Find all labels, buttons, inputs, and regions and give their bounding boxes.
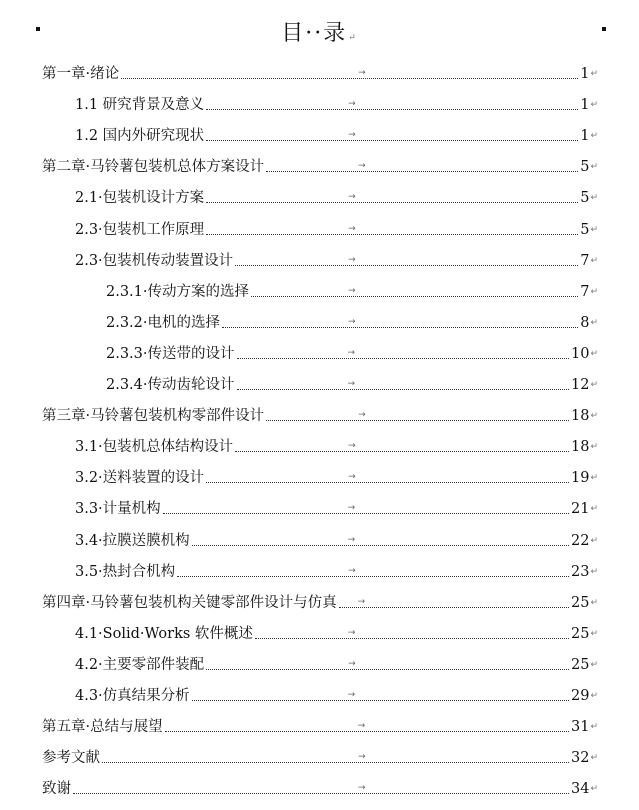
tab-arrow-icon: →	[347, 347, 356, 358]
toc-entry[interactable]	[75, 114, 598, 145]
toc-entry-label: 1.2 国内外研究现状	[75, 128, 205, 145]
dot-leader	[163, 503, 569, 514]
toc-entry[interactable]	[42, 394, 598, 425]
toc-entry-page: 5	[580, 159, 590, 176]
page-title	[0, 16, 639, 47]
toc-entry-page: 21	[571, 501, 590, 518]
dot-leader	[237, 347, 569, 359]
dot-leader	[206, 472, 569, 483]
dot-leader	[206, 192, 578, 203]
toc-entry-label: 2.3.3·传送带的设计	[106, 345, 235, 362]
paragraph-mark-icon: ↵	[590, 442, 598, 453]
dot-leader	[206, 99, 578, 110]
toc-entry[interactable]	[75, 83, 598, 114]
tab-arrow-icon: →	[348, 285, 356, 296]
tab-arrow-icon: →	[348, 472, 356, 483]
toc-entry-page: 10	[571, 345, 590, 362]
toc-entry-label: 第一章·绪论	[42, 66, 120, 82]
toc-entry-page: 7	[580, 283, 590, 300]
dot-leader	[339, 596, 569, 608]
toc-entry[interactable]	[75, 425, 598, 456]
tab-arrow-icon: →	[348, 192, 356, 203]
toc-entry-page: 12	[571, 377, 590, 393]
dot-leader	[73, 783, 569, 794]
toc-entry-label: 第三章·马铃薯包装机构零部件设计	[42, 408, 265, 425]
tab-arrow-icon: →	[347, 503, 356, 514]
toc-entry[interactable]	[106, 363, 598, 394]
toc-entry[interactable]	[75, 550, 598, 581]
tab-arrow-icon: →	[348, 99, 356, 110]
toc-entry[interactable]	[75, 519, 598, 550]
toc-entry-page: 25	[571, 625, 590, 642]
toc-entry-label: 第五章·总结与展望	[42, 719, 163, 736]
toc-entry-page: 1	[580, 66, 590, 82]
toc-entry-label: 2.3.1·传动方案的选择	[106, 283, 250, 300]
toc-entry[interactable]	[106, 332, 598, 363]
dot-leader	[121, 68, 578, 79]
paragraph-mark-icon: ↵	[590, 504, 598, 515]
toc-entry[interactable]	[75, 487, 598, 518]
dot-leader	[251, 285, 578, 297]
toc-entry-label: 2.3·包装机工作原理	[75, 221, 205, 238]
toc-entry[interactable]	[42, 581, 598, 612]
paragraph-mark-icon: ↵	[590, 193, 598, 204]
tab-arrow-icon: →	[358, 752, 366, 763]
tab-arrow-icon: →	[347, 690, 356, 700]
dot-leader	[102, 752, 569, 763]
tab-arrow-icon: →	[347, 534, 356, 545]
dot-leader	[165, 721, 569, 732]
toc-entry[interactable]	[106, 270, 598, 301]
tab-arrow-icon: →	[357, 721, 366, 732]
tab-arrow-icon: →	[358, 161, 366, 172]
dot-leader	[266, 410, 569, 421]
toc-entry-label: 2.1·包装机设计方案	[75, 190, 205, 207]
toc-entry-label: 1.1 研究背景及意义	[75, 97, 205, 114]
toc-entry-page: 1	[580, 97, 590, 114]
toc-entry-page: 22	[571, 532, 590, 549]
toc-entry-label: 3.4·拉膜送膜机构	[75, 532, 190, 549]
toc-entry-page: 5	[580, 221, 590, 238]
dot-leader	[222, 316, 578, 328]
toc-entry[interactable]	[42, 767, 598, 798]
toc-entry-page: 34	[571, 781, 590, 798]
paragraph-mark-icon: ↵	[590, 597, 598, 608]
tab-arrow-icon: →	[348, 254, 356, 265]
tab-arrow-icon: →	[348, 316, 356, 327]
toc-entry-page: 8	[580, 314, 590, 331]
toc-entry-label: 参考文献	[42, 750, 100, 767]
paragraph-mark-icon: ↵	[590, 411, 598, 422]
tab-arrow-icon: →	[347, 379, 356, 389]
toc-entry-page: 1	[580, 128, 590, 145]
toc-entry-page: 18	[571, 439, 590, 456]
toc-entry[interactable]	[42, 145, 598, 176]
toc-entry-label: 3.2·送料装置的设计	[75, 470, 205, 487]
dot-leader	[206, 223, 578, 235]
toc-entry-label: 第二章·马铃薯包装机总体方案设计	[42, 159, 265, 176]
paragraph-mark-icon: ↵	[590, 473, 598, 484]
toc-entry-page: 25	[571, 656, 590, 673]
dot-leader	[255, 627, 569, 639]
paragraph-mark-icon: ↵	[590, 722, 598, 733]
dot-leader	[206, 658, 569, 670]
toc-entry[interactable]	[42, 736, 598, 767]
tab-arrow-icon: →	[357, 596, 366, 607]
toc-entry-label: 3.5·热封合机构	[75, 563, 176, 580]
toc-entry[interactable]	[75, 208, 598, 239]
toc-entry-page: 32	[571, 750, 590, 767]
tab-arrow-icon: →	[358, 68, 366, 78]
toc-entry-label: 4.3·仿真结果分析	[75, 688, 190, 704]
toc-entry[interactable]	[75, 176, 598, 207]
dot-leader	[192, 690, 569, 701]
dot-leader	[235, 441, 569, 452]
tab-arrow-icon: →	[348, 441, 356, 452]
tab-arrow-icon: →	[348, 658, 356, 669]
paragraph-mark-icon: ↵	[590, 784, 598, 795]
paragraph-mark-icon: ↵	[590, 535, 598, 546]
toc-entry[interactable]	[75, 674, 598, 705]
toc-entry-page: 19	[571, 470, 590, 487]
toc-entry-label: 4.2·主要零部件装配	[75, 656, 205, 673]
tab-arrow-icon: →	[358, 410, 366, 421]
toc-entry[interactable]	[75, 239, 598, 270]
toc-entry-label: 3.3·计量机构	[75, 501, 161, 518]
paragraph-mark-icon: ↵	[590, 255, 598, 266]
dot-leader	[177, 565, 569, 577]
paragraph-mark-icon: ↵	[590, 131, 598, 142]
toc-entry[interactable]	[75, 612, 598, 643]
dot-leader	[266, 161, 578, 172]
toc-entry-label: 第四章·马铃薯包装机构关键零部件设计与仿真	[42, 594, 337, 611]
tab-arrow-icon: →	[348, 565, 356, 576]
toc-entry[interactable]	[75, 643, 598, 674]
toc-entry-page: 7	[580, 252, 590, 269]
toc-entry[interactable]	[42, 52, 598, 83]
paragraph-mark-icon: ↵	[590, 286, 598, 297]
toc-entry-page: 29	[571, 688, 590, 704]
paragraph-mark-icon: ↵	[590, 69, 598, 79]
paragraph-mark-icon: ↵	[590, 317, 598, 328]
paragraph-mark-icon: ↵	[590, 380, 598, 390]
toc-entry-page: 5	[580, 190, 590, 207]
toc-entry-label: 4.1·Solid·Works 软件概述	[75, 625, 253, 642]
dot-leader	[206, 130, 578, 141]
paragraph-mark-icon: ↵	[590, 628, 598, 639]
paragraph-mark-icon: ↵	[348, 33, 358, 43]
dot-leader	[235, 254, 578, 266]
tab-arrow-icon: →	[347, 627, 356, 638]
toc-entry-label: 3.1·包装机总体结构设计	[75, 439, 234, 456]
paragraph-mark-icon: ↵	[590, 348, 598, 359]
paragraph-mark-icon: ↵	[590, 100, 598, 111]
toc-entry[interactable]	[75, 456, 598, 487]
toc-entry-page: 25	[571, 594, 590, 611]
tab-arrow-icon: →	[348, 130, 356, 141]
paragraph-mark-icon: ↵	[590, 224, 598, 235]
paragraph-mark-icon: ↵	[590, 691, 598, 701]
toc-entry[interactable]	[106, 301, 598, 332]
toc-entry-label: 2.3.2·电机的选择	[106, 314, 221, 331]
toc-entry-page: 18	[571, 408, 590, 425]
paragraph-mark-icon: ↵	[590, 659, 598, 670]
tab-arrow-icon: →	[358, 783, 366, 794]
tab-arrow-icon: →	[348, 223, 356, 234]
toc-entry-page: 23	[571, 563, 590, 580]
dot-leader	[192, 534, 569, 546]
dot-leader	[237, 379, 569, 390]
toc-entry-label: 致谢	[42, 781, 71, 798]
toc-entry[interactable]	[42, 705, 598, 736]
title-text: 目··录	[281, 21, 348, 46]
paragraph-mark-icon: ↵	[590, 162, 598, 173]
paragraph-mark-icon: ↵	[590, 753, 598, 764]
toc-entry-page: 31	[571, 719, 590, 736]
toc-entry-label: 2.3.4·传动齿轮设计	[106, 377, 235, 393]
paragraph-mark-icon: ↵	[590, 566, 598, 577]
toc-entry-label: 2.3·包装机传动装置设计	[75, 252, 234, 269]
